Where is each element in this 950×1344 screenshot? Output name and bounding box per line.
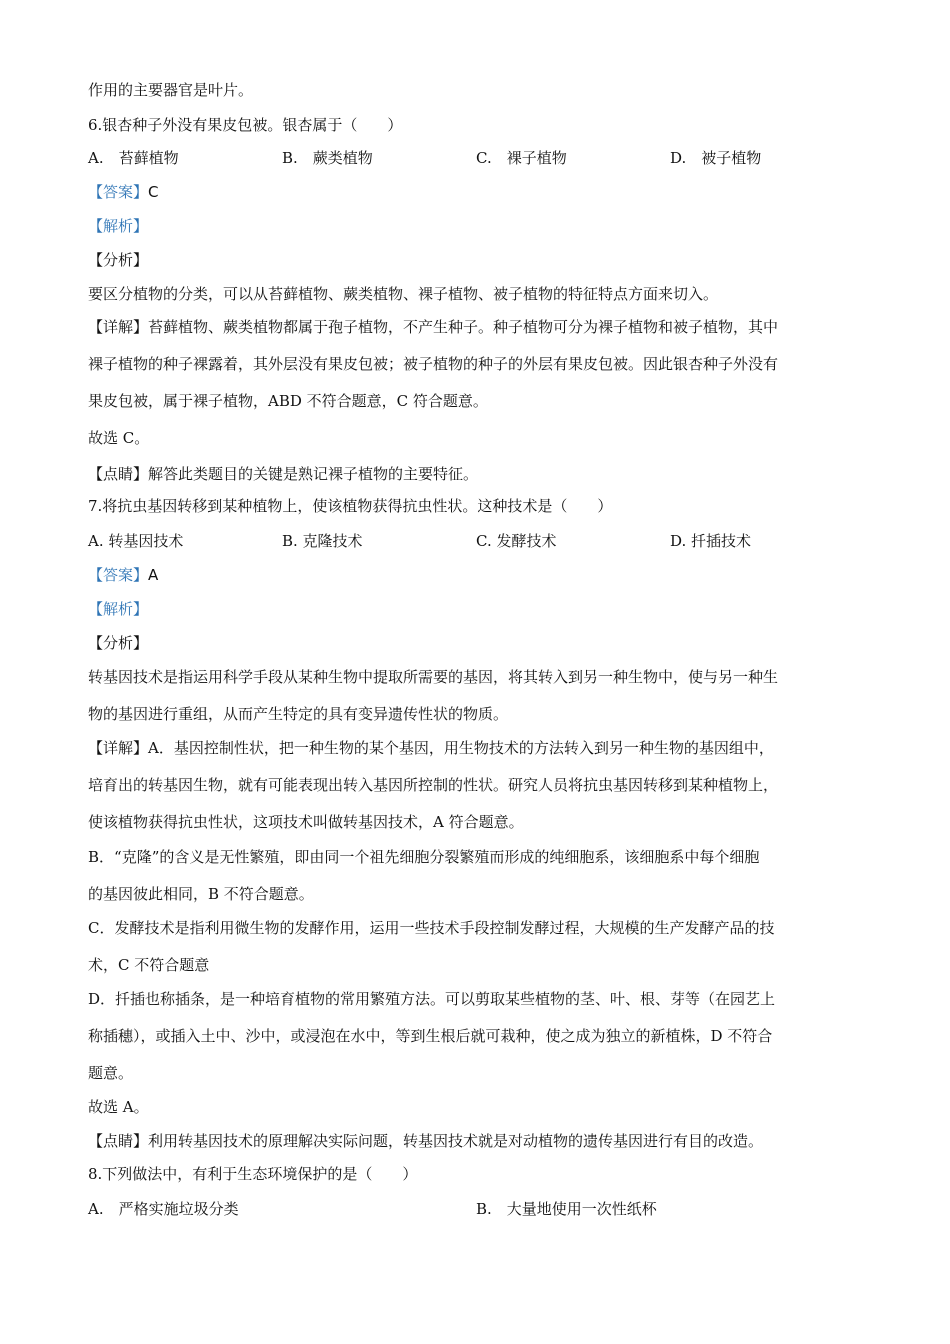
- q7-fenxi-line: 物的基因进行重组，从而产生特定的具有变异遗传性状的物质。: [88, 705, 509, 723]
- q7-option-d-explain: 称插穗），或插入土中、沙中，或浸泡在水中，等到生根后就可栽种，使之成为独立的新植株，D 不符合: [88, 1027, 773, 1045]
- q7-answer: [88, 565, 158, 585]
- question-7-stem: 7.将抗虫基因转移到某种植物上，使该植物获得抗虫性状。这种技术是（ ）: [88, 497, 613, 515]
- q7-guxuan: 故选 A。: [88, 1098, 149, 1116]
- q7-jiexi-tag: 【解析】: [88, 600, 149, 618]
- q7-option-b-explain: 的基因彼此相同，B 不符合题意。: [88, 885, 314, 903]
- q6-fenxi-text: 要区分植物的分类，可以从苔藓植物、蕨类植物、裸子植物、被子植物的特征特点方面来切入。: [88, 285, 719, 303]
- q6-xiangjie-line: 裸子植物的种子裸露着，其外层没有果皮包被；被子植物的种子的外层有果皮包被。因此银杏种子外没有: [88, 355, 779, 373]
- q7-option-a: A. 转基因技术: [88, 532, 184, 550]
- q6-jiexi-tag: 【解析】: [88, 217, 149, 235]
- q6-option-a: A. 苔藓植物: [88, 149, 179, 167]
- q7-option-d: D. 扦插技术: [670, 532, 752, 550]
- q7-xiangjie-line: 培育出的转基因生物，就有可能表现出转入基因所控制的性状。研究人员将抗虫基因转移到某种植物上，: [88, 776, 779, 794]
- q6-dianjing: 【点睛】解答此类题目的关键是熟记裸子植物的主要特征。: [88, 465, 479, 483]
- answer-value: C: [148, 183, 159, 201]
- q7-xiangjie-line: 【详解】A．基因控制性状，把一种生物的某个基因，用生物技术的方法转入到另一种生物的基因组中，: [88, 739, 774, 757]
- q7-option-c: C. 发酵技术: [476, 532, 557, 550]
- answer-tag: 【答案】: [88, 183, 149, 201]
- q7-xiangjie-line: 使该植物获得抗虫性状，这项技术叫做转基因技术，A 符合题意。: [88, 813, 524, 831]
- q7-option-d-explain: D．扦插也称插条，是一种培育植物的常用繁殖方法。可以剪取某些植物的茎、叶、根、芽等（在园艺上: [88, 990, 776, 1008]
- q6-fenxi-heading: 【分析】: [88, 251, 149, 269]
- question-6-stem: 6.银杏种子外没有果皮包被。银杏属于（ ）: [88, 116, 403, 134]
- q7-option-d-explain: 题意。: [88, 1064, 134, 1082]
- q7-option-c-explain: C．发酵技术是指利用微生物的发酵作用，运用一些技术手段控制发酵过程，大规模的生产发酵产品的技: [88, 919, 775, 937]
- q6-option-d: D. 被子植物: [670, 149, 762, 167]
- q7-option-b-explain: B．“克隆”的含义是无性繁殖，即由同一个祖先细胞分裂繁殖而形成的纯细胞系，该细胞系中每个细胞: [88, 848, 760, 866]
- answer-value: A: [148, 566, 159, 584]
- question-8-stem: 8.下列做法中，有利于生态环境保护的是（ ）: [88, 1165, 418, 1183]
- q7-fenxi-line: 转基因技术是指运用科学手段从某种生物中提取所需要的基因，将其转入到另一种生物中，使与另一种生: [88, 668, 779, 686]
- q7-option-c-explain: 术，C 不符合题意: [88, 956, 210, 974]
- q6-xiangjie-line: 【详解】苔藓植物、蕨类植物都属于孢子植物，不产生种子。种子植物可分为裸子植物和被子植物，其中: [88, 318, 779, 336]
- q8-option-a: A. 严格实施垃圾分类: [88, 1200, 239, 1218]
- answer-tag: 【答案】: [88, 566, 149, 584]
- q6-option-b: B. 蕨类植物: [282, 149, 373, 167]
- q7-dianjing: 【点睛】利用转基因技术的原理解决实际问题，转基因技术就是对动植物的遗传基因进行有目的改造。: [88, 1132, 764, 1150]
- q7-option-b: B. 克隆技术: [282, 532, 363, 550]
- text-line: 作用的主要器官是叶片。: [88, 81, 254, 99]
- q6-xiangjie-line: 果皮包被，属于裸子植物，ABD 不符合题意，C 符合题意。: [88, 392, 488, 410]
- q7-fenxi-heading: 【分析】: [88, 634, 149, 652]
- q8-option-b: B. 大量地使用一次性纸杯: [476, 1200, 657, 1218]
- q6-answer: [88, 182, 159, 202]
- q6-guxuan: 故选 C。: [88, 429, 150, 447]
- q6-option-c: C. 裸子植物: [476, 149, 567, 167]
